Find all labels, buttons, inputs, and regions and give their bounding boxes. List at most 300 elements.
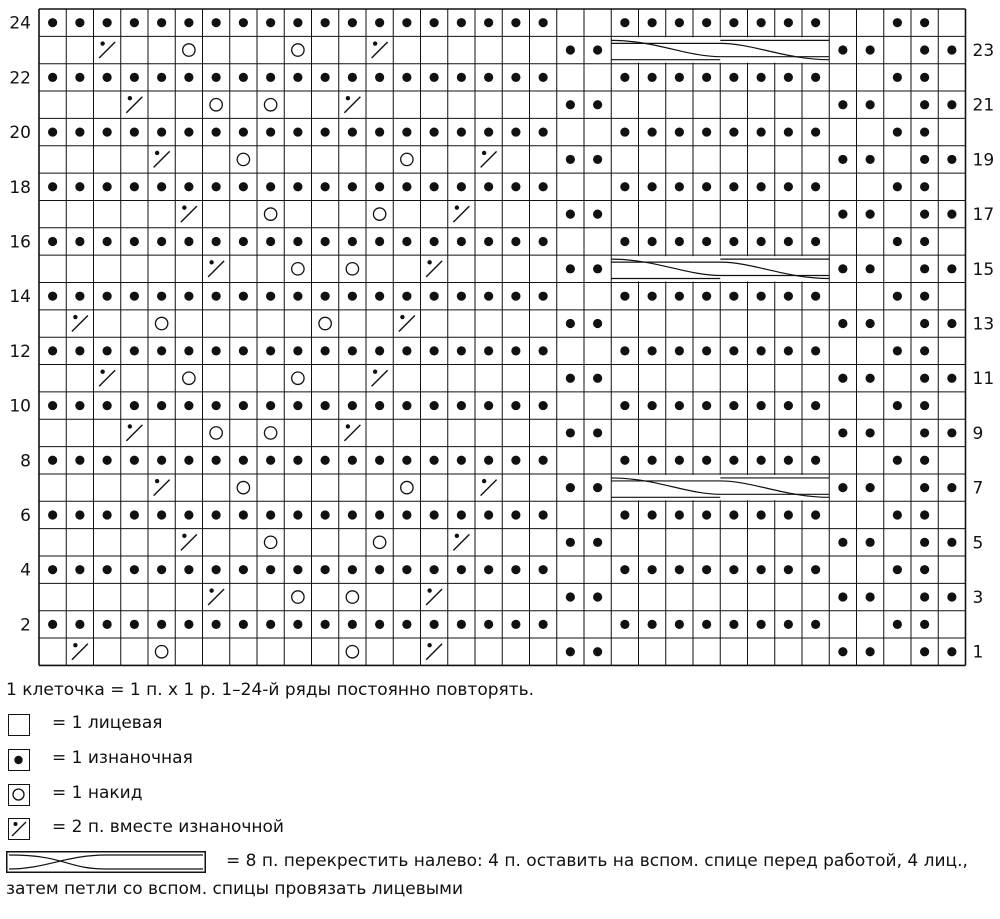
purl-stitch [348,456,357,465]
purl-stitch [539,620,548,629]
yarn-over [264,536,276,548]
purl-stitch [75,565,84,574]
purl-stitch [375,456,384,465]
purl-stitch [402,565,411,574]
purl-stitch [375,18,384,27]
purl-stitch [457,346,466,355]
purl-stitch [648,73,657,82]
purl-stitch [866,428,875,437]
purl-stitch [184,456,193,465]
purl-stitch [947,319,956,328]
purl-stitch [103,18,112,27]
purl-stitch [784,127,793,136]
purl-stitch [348,18,357,27]
purl-stitch [593,155,602,164]
purl-stitch [920,155,929,164]
purl-stitch [511,292,520,301]
purl-stitch [239,237,248,246]
purl-stitch [48,73,57,82]
purl-stitch [321,346,330,355]
purl-stitch [184,401,193,410]
purl-stitch [947,647,956,656]
purl-stitch [402,456,411,465]
purl-stitch [157,401,166,410]
purl-two-together-dot [427,588,431,592]
purl-stitch [103,127,112,136]
purl-stitch [430,346,439,355]
purl-stitch [348,73,357,82]
purl-stitch [266,18,275,27]
purl-stitch [838,45,847,54]
purl-stitch [511,510,520,519]
purl-stitch [430,292,439,301]
purl-stitch [293,346,302,355]
purl-stitch [430,237,439,246]
purl-stitch [920,264,929,273]
purl-two-together-dot [100,41,104,45]
purl-stitch [321,127,330,136]
purl-stitch [130,565,139,574]
purl-stitch [48,346,57,355]
purl-stitch [484,127,493,136]
purl-stitch [484,456,493,465]
purl-stitch [75,73,84,82]
purl-stitch [239,401,248,410]
purl-stitch [729,73,738,82]
purl-stitch [893,620,902,629]
purl-stitch [920,565,929,574]
purl-stitch [539,237,548,246]
purl-stitch [348,127,357,136]
purl-stitch [48,182,57,191]
purl-stitch [893,182,902,191]
legend-yarn-over-text: = 1 накид [52,783,143,803]
purl-stitch [947,45,956,54]
purl-stitch [75,182,84,191]
purl-stitch [212,510,221,519]
purl-stitch [866,483,875,492]
purl-stitch [375,346,384,355]
purl-stitch [784,346,793,355]
purl-two-together-dot [427,643,431,647]
purl-stitch [266,346,275,355]
purl-stitch [866,538,875,547]
purl-stitch [866,210,875,219]
purl-stitch [811,401,820,410]
purl-stitch [702,18,711,27]
purl-stitch [539,182,548,191]
purl-stitch [375,237,384,246]
row-number-right: 23 [972,41,995,62]
purl-stitch [648,292,657,301]
purl-stitch [838,647,847,656]
purl-stitch [402,237,411,246]
purl-stitch [75,620,84,629]
purl-stitch [239,620,248,629]
purl-stitch [920,237,929,246]
purl-stitch [648,182,657,191]
purl-stitch [593,428,602,437]
purl-stitch [620,237,629,246]
purl-stitch [702,565,711,574]
yarn-over [237,481,249,493]
purl-stitch [402,182,411,191]
purl-stitch [511,565,520,574]
yarn-over [346,591,358,603]
purl-stitch [866,319,875,328]
purl-stitch [239,73,248,82]
purl-stitch [866,592,875,601]
purl-stitch [702,620,711,629]
cable-block [612,256,828,281]
purl-stitch [539,565,548,574]
purl-stitch [947,374,956,383]
purl-stitch [348,620,357,629]
purl-stitch [757,510,766,519]
purl-stitch [675,401,684,410]
purl-stitch [212,401,221,410]
purl-stitch [729,456,738,465]
purl-stitch [947,210,956,219]
purl-stitch [484,401,493,410]
purl-stitch [348,292,357,301]
purl-stitch [293,401,302,410]
purl-two-together-dot [482,479,486,483]
purl-stitch [675,127,684,136]
purl-stitch [539,346,548,355]
purl-stitch [729,510,738,519]
purl-stitch [893,456,902,465]
purl-stitch [675,182,684,191]
purl-two-together-dot [73,643,77,647]
purl-stitch [293,620,302,629]
purl-stitch [157,18,166,27]
purl-stitch [430,182,439,191]
purl-stitch [566,264,575,273]
cable-block [612,37,828,62]
purl-stitch [920,182,929,191]
purl-stitch [784,292,793,301]
purl-stitch [48,292,57,301]
purl-stitch [757,292,766,301]
purl-stitch [784,565,793,574]
yarn-over [264,99,276,111]
purl-stitch [75,127,84,136]
legend-cable-text-line1: = 8 п. перекрестить налево: 4 п. оставить на вспом. спице перед работой, 4 лиц., [226,851,968,871]
purl-stitch [48,456,57,465]
purl-stitch [784,510,793,519]
purl-stitch [103,565,112,574]
row-number-right: 15 [972,259,995,280]
purl-stitch [130,456,139,465]
purl-two-together-dot [427,260,431,264]
purl-stitch [593,100,602,109]
purl-stitch [266,620,275,629]
purl-stitch [130,620,139,629]
purl-stitch [620,292,629,301]
purl-stitch [920,401,929,410]
legend-yarn-over-symbol [8,784,30,806]
purl-stitch [157,456,166,465]
purl-stitch [893,73,902,82]
purl-stitch [838,483,847,492]
purl-stitch [48,18,57,27]
row-number-right: 11 [972,369,995,390]
purl-stitch [920,592,929,601]
purl-stitch [566,155,575,164]
purl-stitch [566,483,575,492]
purl-stitch [866,647,875,656]
purl-stitch [620,73,629,82]
purl-stitch [457,127,466,136]
purl-stitch [266,292,275,301]
purl-stitch [593,647,602,656]
purl-stitch [757,456,766,465]
purl-stitch [947,100,956,109]
legend-cable-text-line2: затем петли со вспом. спицы провязать лицевыми [6,879,464,899]
purl-stitch [48,237,57,246]
purl-stitch [184,127,193,136]
purl-stitch [702,510,711,519]
cable-block [612,475,828,500]
purl-two-together-dot [182,534,186,538]
yarn-over [155,646,167,658]
purl-stitch [130,292,139,301]
purl-stitch [457,18,466,27]
purl-stitch [130,73,139,82]
purl-stitch [947,264,956,273]
purl-stitch [947,538,956,547]
legend-purl-text: = 1 изнаночная [52,748,193,768]
purl-stitch [212,346,221,355]
purl-stitch [430,73,439,82]
purl-stitch [75,346,84,355]
purl-stitch [321,73,330,82]
yarn-over [155,317,167,329]
purl-stitch [675,73,684,82]
purl-two-together-dot [373,41,377,45]
purl-stitch [784,237,793,246]
purl-stitch [757,73,766,82]
purl-two-together-dot [455,205,459,209]
purl-stitch [838,319,847,328]
purl-stitch [484,620,493,629]
purl-stitch [947,483,956,492]
purl-stitch [266,127,275,136]
purl-stitch [648,346,657,355]
purl-stitch [593,483,602,492]
row-number-right: 5 [972,533,984,554]
yarn-over [346,263,358,275]
purl-stitch [920,456,929,465]
purl-stitch [838,155,847,164]
purl-stitch [348,237,357,246]
purl-stitch [675,237,684,246]
purl-stitch [375,565,384,574]
purl-stitch [511,18,520,27]
purl-stitch [402,620,411,629]
purl-stitch [103,456,112,465]
purl-stitch [757,127,766,136]
purl-stitch [702,73,711,82]
purl-stitch [103,182,112,191]
purl-stitch [48,510,57,519]
purl-stitch [947,155,956,164]
purl-stitch [239,182,248,191]
purl-stitch [757,182,766,191]
row-number-left: 24 [9,13,31,34]
purl-stitch [293,510,302,519]
purl-stitch [375,182,384,191]
yarn-over [210,99,222,111]
purl-stitch [103,620,112,629]
purl-stitch [566,100,575,109]
row-number-left: 12 [9,341,31,362]
purl-stitch [811,127,820,136]
purl-stitch [511,346,520,355]
yarn-over [264,208,276,220]
purl-stitch [293,237,302,246]
purl-stitch [539,127,548,136]
purl-stitch [430,401,439,410]
purl-stitch [511,620,520,629]
purl-stitch [375,401,384,410]
purl-stitch [811,292,820,301]
purl-stitch [920,483,929,492]
purl-stitch [184,346,193,355]
purl-stitch [893,510,902,519]
purl-stitch [212,237,221,246]
purl-stitch [757,565,766,574]
purl-stitch [184,237,193,246]
purl-stitch [348,346,357,355]
purl-stitch [620,510,629,519]
purl-stitch [566,592,575,601]
row-number-right: 7 [972,478,984,499]
purl-stitch [75,18,84,27]
purl-stitch [511,456,520,465]
purl-stitch [866,264,875,273]
purl-stitch [321,620,330,629]
yarn-over [401,153,413,165]
row-number-left: 22 [9,68,31,89]
row-number-right: 9 [972,423,984,444]
purl-stitch [402,510,411,519]
purl-stitch [239,127,248,136]
purl-stitch [920,346,929,355]
purl-stitch [675,620,684,629]
purl-stitch [130,18,139,27]
legend-knit-text: = 1 лицевая [52,713,163,733]
purl-stitch [402,127,411,136]
purl-stitch [811,346,820,355]
purl-stitch [239,18,248,27]
yarn-over [373,536,385,548]
purl-stitch [893,18,902,27]
purl-stitch [157,182,166,191]
purl-stitch [157,346,166,355]
purl-stitch [620,565,629,574]
purl-stitch [239,346,248,355]
purl-stitch [648,456,657,465]
purl-stitch [266,237,275,246]
purl-stitch [784,73,793,82]
purl-stitch [920,428,929,437]
purl-stitch [702,237,711,246]
yarn-over [346,646,358,658]
yarn-over [183,372,195,384]
purl-stitch [566,45,575,54]
purl-stitch [784,620,793,629]
purl-stitch [784,182,793,191]
purl-stitch [838,428,847,437]
purl-stitch [648,401,657,410]
purl-stitch [484,18,493,27]
purl-stitch [212,565,221,574]
purl-stitch [402,73,411,82]
purl-stitch [648,18,657,27]
purl-stitch [620,401,629,410]
purl-stitch [920,510,929,519]
purl-stitch [838,374,847,383]
purl-stitch [566,647,575,656]
purl-stitch [212,182,221,191]
purl-stitch [157,510,166,519]
purl-two-together-dot [73,315,77,319]
purl-stitch [757,18,766,27]
row-number-left: 18 [9,177,31,198]
purl-stitch [539,456,548,465]
purl-stitch [484,292,493,301]
purl-stitch [212,456,221,465]
yarn-over [210,427,222,439]
purl-stitch [539,510,548,519]
purl-stitch [293,565,302,574]
purl-stitch [702,127,711,136]
purl-two-together-dot [400,315,404,319]
purl-stitch [838,100,847,109]
purl-stitch [729,401,738,410]
purl-stitch [130,237,139,246]
purl-stitch [866,155,875,164]
purl-stitch [702,401,711,410]
chart-grid [39,9,966,665]
purl-stitch [184,620,193,629]
row-number-right: 1 [972,642,984,663]
purl-stitch [457,182,466,191]
purl-stitch [757,346,766,355]
row-number-right: 19 [972,150,995,171]
purl-stitch [212,73,221,82]
purl-stitch [866,100,875,109]
purl-stitch [130,401,139,410]
purl-stitch [920,319,929,328]
purl-stitch [293,127,302,136]
row-number-left: 20 [9,123,31,144]
purl-stitch [648,565,657,574]
purl-two-together-dot [182,205,186,209]
purl-stitch [457,73,466,82]
purl-two-together-dot [209,588,213,592]
purl-stitch [402,346,411,355]
purl-stitch [566,538,575,547]
purl-stitch [184,73,193,82]
purl-stitch [484,182,493,191]
purl-stitch [212,18,221,27]
purl-stitch [184,182,193,191]
purl-stitch [729,292,738,301]
purl-stitch [920,374,929,383]
